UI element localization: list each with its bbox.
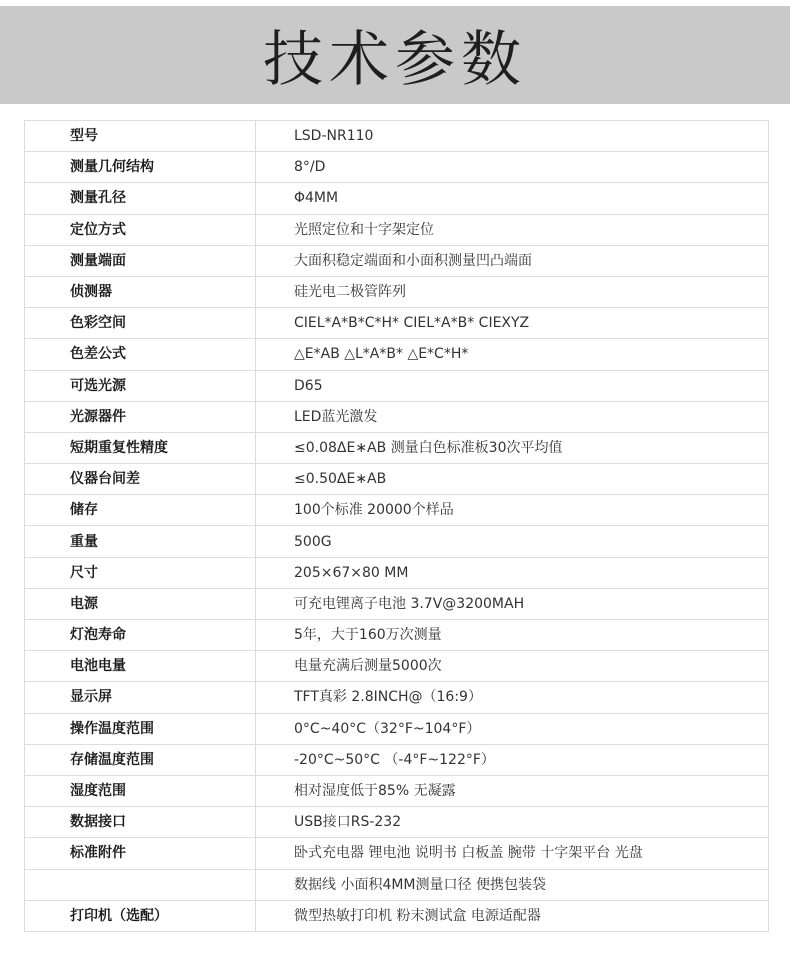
spec-label [25, 869, 256, 900]
spec-row [25, 869, 769, 900]
spec-value: LED蓝光激发 [256, 401, 769, 432]
spec-value: -20°C~50°C （-4°F~122°F） [256, 744, 769, 775]
spec-label: 尺寸 [25, 557, 256, 588]
spec-row [25, 744, 769, 775]
spec-label: 显示屏 [25, 682, 256, 713]
spec-label: 标准附件 [25, 838, 256, 869]
spec-value: D65 [256, 370, 769, 401]
spec-row [25, 838, 769, 869]
spec-label: 色差公式 [25, 339, 256, 370]
spec-value: 相对湿度低于85% 无凝露 [256, 775, 769, 806]
spec-table [24, 120, 769, 932]
spec-row [25, 370, 769, 401]
page-title: 技术参数 [263, 25, 527, 95]
spec-row [25, 121, 769, 152]
spec-label: 测量几何结构 [25, 152, 256, 183]
spec-value: 大面积稳定端面和小面积测量凹凸端面 [256, 245, 769, 276]
spec-row [25, 526, 769, 557]
spec-row [25, 651, 769, 682]
spec-label: 仪器台间差 [25, 464, 256, 495]
spec-label: 重量 [25, 526, 256, 557]
spec-label: 操作温度范围 [25, 713, 256, 744]
spec-row [25, 495, 769, 526]
spec-value: TFT真彩 2.8INCH@（16:9） [256, 682, 769, 713]
spec-label: 短期重复性精度 [25, 432, 256, 463]
spec-label: 灯泡寿命 [25, 620, 256, 651]
title-banner [0, 6, 790, 104]
spec-value: 500G [256, 526, 769, 557]
spec-value: 5年，大于160万次测量 [256, 620, 769, 651]
spec-value: Φ4MM [256, 183, 769, 214]
spec-value: 光照定位和十字架定位 [256, 214, 769, 245]
spec-value: 205×67×80 MM [256, 557, 769, 588]
spec-row [25, 245, 769, 276]
spec-row [25, 807, 769, 838]
spec-row [25, 713, 769, 744]
spec-label: 定位方式 [25, 214, 256, 245]
spec-row [25, 464, 769, 495]
spec-value: 电量充满后测量5000次 [256, 651, 769, 682]
spec-row [25, 557, 769, 588]
spec-value: 硅光电二极管阵列 [256, 276, 769, 307]
spec-row [25, 588, 769, 619]
spec-value: 卧式充电器 锂电池 说明书 白板盖 腕带 十字架平台 光盘 [256, 838, 769, 869]
spec-label: 色彩空间 [25, 308, 256, 339]
spec-row [25, 432, 769, 463]
spec-row [25, 339, 769, 370]
spec-row [25, 620, 769, 651]
spec-row [25, 308, 769, 339]
spec-label: 电池电量 [25, 651, 256, 682]
spec-value: ≤0.50ΔE∗AB [256, 464, 769, 495]
spec-row [25, 152, 769, 183]
spec-label: 光源器件 [25, 401, 256, 432]
spec-value: LSD-NR110 [256, 121, 769, 152]
spec-value: △E*AB △L*A*B* △E*C*H* [256, 339, 769, 370]
spec-value: ≤0.08ΔE∗AB 测量白色标准板30次平均值 [256, 432, 769, 463]
spec-row [25, 775, 769, 806]
spec-label: 测量孔径 [25, 183, 256, 214]
spec-value: 微型热敏打印机 粉末测试盒 电源适配器 [256, 900, 769, 931]
spec-row [25, 401, 769, 432]
spec-table-body [25, 121, 769, 932]
spec-label: 电源 [25, 588, 256, 619]
spec-row [25, 900, 769, 931]
spec-value: 可充电锂离子电池 3.7V@3200MAH [256, 588, 769, 619]
spec-label: 数据接口 [25, 807, 256, 838]
spec-row [25, 276, 769, 307]
spec-value: 0°C~40°C（32°F~104°F） [256, 713, 769, 744]
spec-label: 打印机（选配） [25, 900, 256, 931]
spec-label: 测量端面 [25, 245, 256, 276]
spec-label: 侦测器 [25, 276, 256, 307]
spec-value: 100个标准 20000个样品 [256, 495, 769, 526]
spec-label: 存储温度范围 [25, 744, 256, 775]
spec-value: CIEL*A*B*C*H* CIEL*A*B* CIEXYZ [256, 308, 769, 339]
spec-label: 湿度范围 [25, 775, 256, 806]
spec-value: 数据线 小面积4MM测量口径 便携包装袋 [256, 869, 769, 900]
spec-row [25, 183, 769, 214]
spec-label: 可选光源 [25, 370, 256, 401]
spec-row [25, 214, 769, 245]
spec-label: 型号 [25, 121, 256, 152]
spec-row [25, 682, 769, 713]
spec-value: 8°/D [256, 152, 769, 183]
spec-value: USB接口RS-232 [256, 807, 769, 838]
spec-label: 储存 [25, 495, 256, 526]
